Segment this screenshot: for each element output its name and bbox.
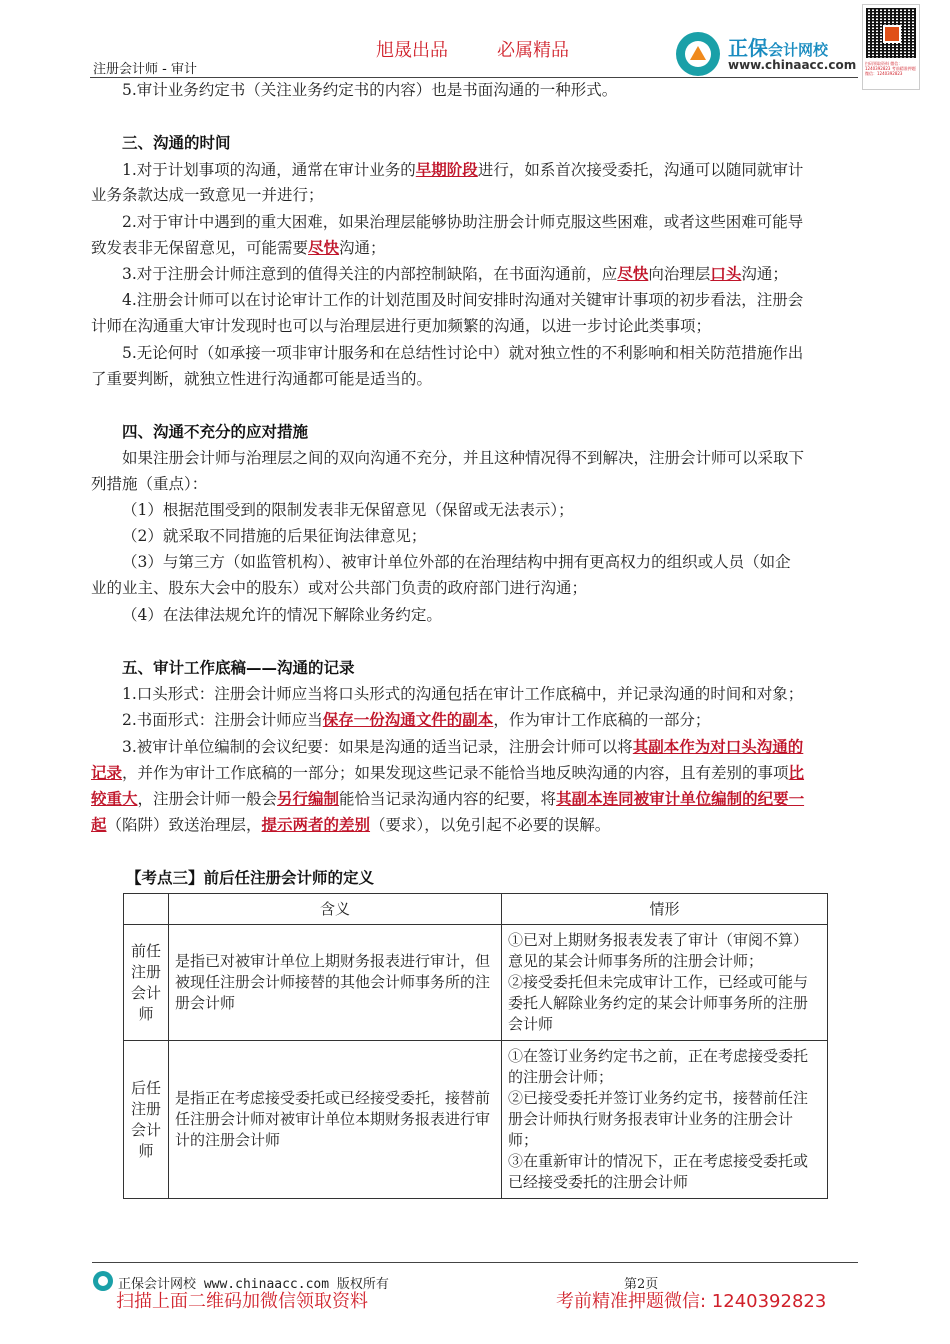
doc-title: 注册会计师 - 审计 bbox=[93, 62, 197, 77]
s3-p1-line1: 1.对于计划事项的沟通，通常在审计业务的早期阶段进行，如系首次接受委托，沟通可以随同就审计 bbox=[122, 160, 804, 179]
hl-keep-copy: 保存一份沟通文件的副本 bbox=[322, 710, 494, 729]
hl-copy-with-minutes: 其副本连同被审计单位编制的纪要一 bbox=[556, 789, 805, 808]
hl-asap-2: 尽快 bbox=[617, 264, 649, 283]
s5-p3-line4: 起（陷阱）致送治理层，提示两者的差别（要求），以免引起不必要的误解。 bbox=[91, 815, 611, 834]
s4-item2: （2）就采取不同措施的后果征询法律意见； bbox=[122, 527, 427, 545]
section4-heading: 四、沟通不充分的应对措施 bbox=[122, 423, 309, 441]
hl-point-out-difference: 提示两者的差别 bbox=[261, 815, 371, 834]
brand-url: www.chinaacc.com bbox=[728, 58, 857, 72]
s5-p3-line1: 3.被审计单位编制的会议纪要：如果是沟通的适当记录，注册会计师可以将其副本作为对口头沟通的 bbox=[122, 737, 804, 756]
row-meaning: 是指已对被审计单位上期财务报表进行审计，但被现任注册会计师接替的其他会计师事务所的注册会计师 bbox=[169, 925, 502, 1041]
qr-note: 扫码领取资料 微信：1240392823 考前精准押题微信：1240392823 bbox=[865, 61, 916, 76]
qr-center-logo-icon bbox=[883, 25, 901, 43]
table-header-row bbox=[124, 894, 828, 925]
footer-promo-left: 扫描上面二维码加微信领取资料 bbox=[116, 1291, 368, 1312]
section3-heading: 三、沟通的时间 bbox=[122, 134, 231, 152]
hl-separately-prepare: 另行编制 bbox=[277, 789, 340, 808]
s5-p3-line2: 记录，并作为审计工作底稿的一部分；如果发现这些记录不能恰当地反映沟通的内容，且有差别的事项比 bbox=[91, 763, 805, 782]
hl-record: 记录 bbox=[91, 763, 123, 782]
row-meaning: 是指正在考虑接受委托或已经接受委托，接替前任注册会计师对被审计单位本期财务报表进行审计的注册会计师 bbox=[169, 1041, 502, 1199]
qr-code[interactable] bbox=[862, 4, 920, 90]
table-row bbox=[124, 1041, 828, 1199]
s3-p3: 3.对于注册会计师注意到的值得关注的内部控制缺陷，在书面沟通前，应尽快向治理层口头沟通； bbox=[122, 264, 788, 283]
situation-item: ①已对上期财务报表发表了审计（审阅不算）意见的某会计师事务所的注册会计师； bbox=[508, 931, 809, 970]
situation-item: ②已接受委托并签订业务约定书，接替前任注册会计师执行财务报表审计业务的注册会计师； bbox=[508, 1089, 809, 1149]
brand-name bbox=[728, 32, 828, 61]
table-header-empty bbox=[124, 894, 169, 925]
row-situation bbox=[502, 1041, 828, 1199]
s3-p4-line1: 4.注册会计师可以在讨论审计工作的计划范围及时间安排时沟通对关键审计事项的初步看法，注册会 bbox=[122, 291, 804, 309]
footer-rule bbox=[92, 1262, 858, 1263]
s5-p3-line3: 较重大，注册会计师一般会另行编制能恰当记录沟通内容的纪要，将其副本连同被审计单位编制的纪要一 bbox=[91, 789, 805, 808]
hl-together: 起 bbox=[91, 815, 107, 834]
footer-page-number: 第2页 bbox=[624, 1277, 659, 1292]
s4-item1: （1）根据范围受到的限制发表非无保留意见（保留或无法表示）； bbox=[122, 501, 574, 519]
s3-p5-line1: 5.无论何时（如承接一项非审计服务和在总结性讨论中）就对独立性的不利影响和相关防范措施作出 bbox=[122, 344, 804, 362]
hl-significant: 较重大 bbox=[91, 789, 138, 808]
brand-logo[interactable] bbox=[676, 30, 858, 78]
situation-item: ②接受委托但未完成审计工作，已经或可能与委托人解除业务约定的某会计师事务所的注册会计师 bbox=[508, 973, 809, 1033]
footer-copyright: 正保会计网校 www.chinaacc.com 版权所有 bbox=[118, 1277, 389, 1292]
hl-early-stage: 早期阶段 bbox=[415, 160, 478, 179]
table-header-meaning: 含义 bbox=[169, 894, 502, 925]
s3-p5-line2: 了重要判断，就独立性进行沟通都可能是适当的。 bbox=[91, 370, 433, 388]
table-header-situation: 情形 bbox=[502, 894, 828, 925]
hl-oral: 口头 bbox=[710, 264, 742, 283]
s5-p1: 1.口头形式：注册会计师应当将口头形式的沟通包括在审计工作底稿中，并记录沟通的时间和对象； bbox=[122, 685, 804, 703]
brand-name-sub: 会计网校 bbox=[768, 41, 829, 59]
situation-item: ①在签订业务约定书之前，正在考虑接受委托的注册会计师； bbox=[508, 1047, 809, 1086]
intro-line: 5.审计业务约定书（关注业务约定书的内容）也是书面沟通的一种形式。 bbox=[122, 81, 618, 99]
s4-p0-line2: 列措施（重点）： bbox=[91, 475, 208, 493]
section5-heading: 五、审计工作底稿——沟通的记录 bbox=[122, 659, 355, 677]
slogan-right: 必属精品 bbox=[497, 40, 569, 61]
table-title: 【考点三】前后任注册会计师的定义 bbox=[126, 869, 375, 887]
footer-logo-icon bbox=[93, 1271, 113, 1291]
s3-p1-line2: 业务条款达成一致意见一并进行； bbox=[91, 186, 324, 204]
situation-item: ③在重新审计的情况下，正在考虑接受委托或已经接受委托的注册会计师 bbox=[508, 1152, 809, 1191]
footer-promo-right: 考前精准押题微信: 1240392823 bbox=[556, 1291, 827, 1312]
hl-asap-1: 尽快 bbox=[308, 238, 340, 257]
brand-name-main: 正保 bbox=[728, 36, 768, 60]
s4-item4: （4）在法律法规允许的情况下解除业务约定。 bbox=[122, 606, 442, 624]
definitions-table bbox=[123, 893, 828, 1199]
s4-item3-line2: 业的业主、股东大会中的股东）或对公共部门负责的政府部门进行沟通； bbox=[91, 579, 588, 597]
table-row bbox=[124, 925, 828, 1041]
slogan-left: 旭晟出品 bbox=[376, 40, 448, 61]
hl-relatively: 比 bbox=[788, 763, 805, 782]
row-label: 后任注册会计师 bbox=[124, 1041, 169, 1199]
s3-p4-line2: 计师在沟通重大审计发现时也可以与治理层进行更加频繁的沟通，以进一步讨论此类事项； bbox=[91, 317, 712, 335]
s4-item3-line1: （3）与第三方（如监管机构）、被审计单位外部的在治理结构中拥有更高权力的组织或人员（如企 bbox=[122, 553, 791, 571]
s3-p2-line1: 2.对于审计中遇到的重大困难，如果治理层能够协助注册会计师克服这些困难，或者这些困难可能导 bbox=[122, 213, 804, 231]
row-label: 前任注册会计师 bbox=[124, 925, 169, 1041]
logo-icon bbox=[676, 32, 720, 76]
s4-p0-line1: 如果注册会计师与治理层之间的双向沟通不充分，并且这种情况得不到解决，注册会计师可以采取下 bbox=[122, 449, 805, 467]
row-situation bbox=[502, 925, 828, 1041]
s3-p2-line2: 致发表非无保留意见，可能需要尽快沟通； bbox=[91, 238, 386, 257]
s5-p2: 2.书面形式：注册会计师应当保存一份沟通文件的副本，作为审计工作底稿的一部分； bbox=[122, 710, 711, 729]
hl-copy-as-record: 其副本作为对口头沟通的 bbox=[632, 737, 804, 756]
